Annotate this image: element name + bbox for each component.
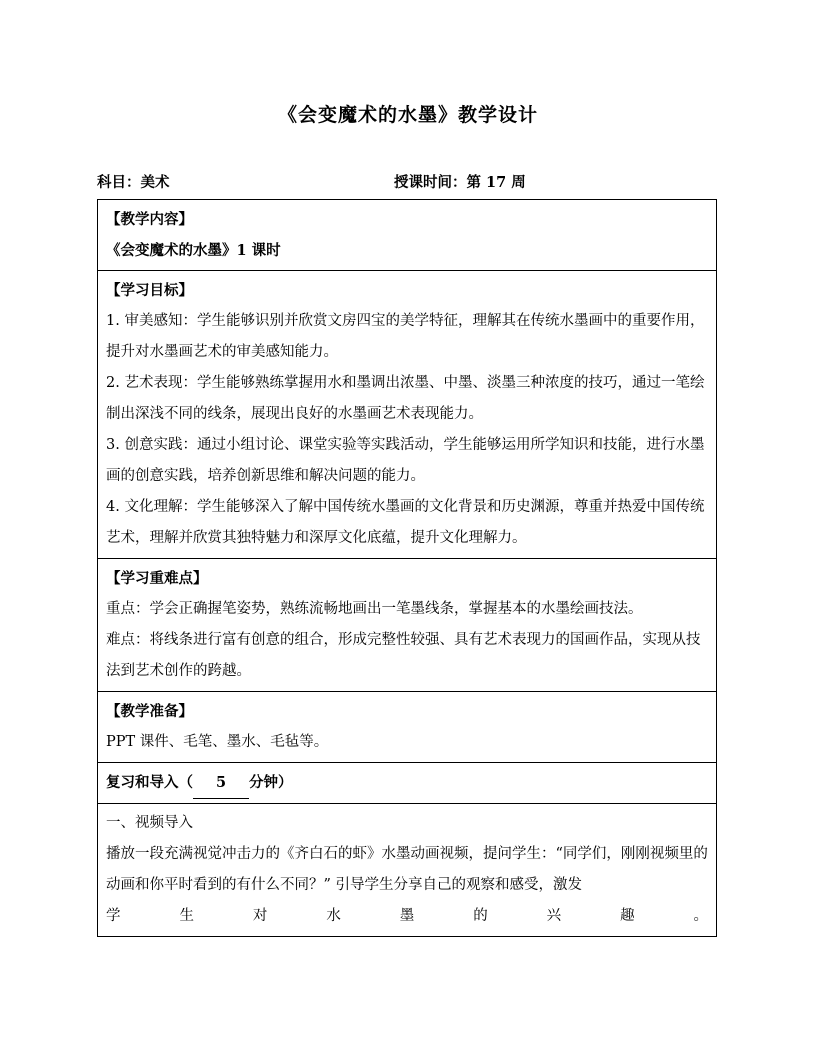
intro-last-line bbox=[106, 901, 708, 932]
intro-char: 兴 bbox=[546, 908, 562, 924]
intro-char: 对 bbox=[252, 908, 268, 924]
content-text: 《会变魔术的水墨》1 课时 bbox=[106, 242, 281, 259]
intro-row bbox=[98, 804, 717, 937]
difficulty-text: 难点：将线条进行富有创意的组合，形成完整性较强、具有艺术表现力的国画作品，实现从技法到艺术创作的跨越。 bbox=[106, 632, 701, 679]
objective-item-2: 2. 艺术表现：学生能够熟练掌握用水和墨调出浓墨、中墨、淡墨三种浓度的技巧，通过一笔绘制出深浅不同的线条，展现出良好的水墨画艺术表现能力。 bbox=[106, 375, 705, 422]
review-row bbox=[98, 763, 717, 804]
objectives-heading: 【学习目标】 bbox=[106, 282, 193, 299]
intro-char: 。 bbox=[693, 908, 708, 924]
keypoints-heading: 【学习重难点】 bbox=[106, 570, 208, 587]
review-suffix: 分钟） bbox=[249, 774, 293, 791]
lesson-plan-table bbox=[97, 199, 717, 937]
content-cell bbox=[98, 200, 717, 271]
intro-char: 生 bbox=[179, 908, 194, 924]
preparation-cell bbox=[98, 692, 717, 763]
objective-item-4: 4. 文化理解：学生能够深入了解中国传统水墨画的文化背景和历史渊源，尊重并热爱中国传统艺术，理解并欣赏其独特魅力和深厚文化底蕴，提升文化理解力。 bbox=[106, 499, 705, 546]
preparation-row bbox=[98, 692, 717, 763]
lesson-time-label: 授课时间：第 17 周 bbox=[394, 174, 526, 191]
document-title: 《会变魔术的水墨》教学设计 bbox=[277, 104, 538, 126]
content-heading: 【教学内容】 bbox=[106, 211, 193, 228]
intro-char: 水 bbox=[326, 908, 341, 924]
intro-cell bbox=[98, 804, 717, 937]
review-minutes: 5 bbox=[193, 767, 249, 799]
preparation-heading: 【教学准备】 bbox=[106, 703, 193, 720]
objectives-cell bbox=[98, 271, 717, 559]
key-point-text: 重点：学会正确握笔姿势，熟练流畅地画出一笔墨线条，掌握基本的水墨绘画技法。 bbox=[106, 601, 643, 617]
intro-char: 趣 bbox=[620, 908, 635, 924]
intro-text: 播放一段充满视觉冲击力的《齐白石的虾》水墨动画视频，提问学生：“同学们，刚刚视频里的动画和你平时看到的有什么不同？” 引导学生分享自己的观察和感受，激发 bbox=[106, 846, 708, 893]
review-prefix: 复习和导入（ bbox=[106, 774, 193, 791]
objective-item-1: 1. 审美感知：学生能够识别并欣赏文房四宝的美学特征，理解其在传统水墨画中的重要作用，提升对水墨画艺术的审美感知能力。 bbox=[106, 313, 705, 360]
subject-label: 科目：美术 bbox=[97, 174, 170, 191]
preparation-text: PPT 课件、毛笔、墨水、毛毡等。 bbox=[106, 734, 329, 750]
objectives-row bbox=[98, 271, 717, 559]
intro-char: 学 bbox=[106, 908, 121, 924]
keypoints-row bbox=[98, 559, 717, 692]
intro-char: 墨 bbox=[399, 908, 415, 924]
keypoints-cell bbox=[98, 559, 717, 692]
review-cell bbox=[98, 763, 717, 804]
intro-subheading: 一、视频导入 bbox=[106, 815, 193, 831]
content-row bbox=[98, 200, 717, 271]
objective-item-3: 3. 创意实践：通过小组讨论、课堂实验等实践活动，学生能够运用所学知识和技能，进行水墨画的创意实践，培养创新思维和解决问题的能力。 bbox=[106, 437, 705, 484]
intro-char: 的 bbox=[473, 908, 488, 924]
